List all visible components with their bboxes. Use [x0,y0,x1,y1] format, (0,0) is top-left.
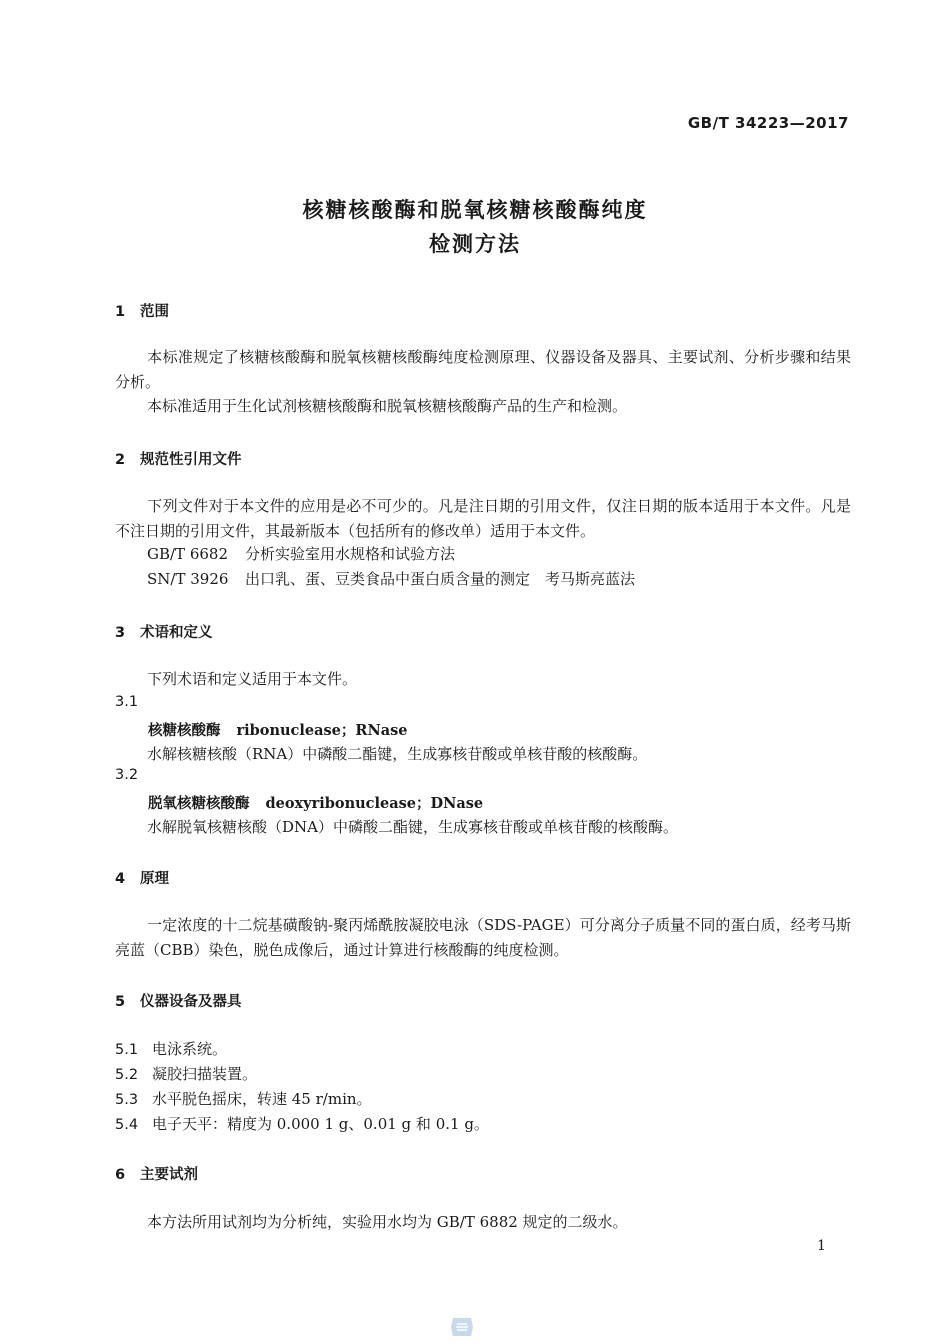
item-text: 电泳系统。 [152,1040,228,1058]
equipment-item [115,1088,372,1109]
section-3-intro: 下列术语和定义适用于本文件。 [147,670,358,688]
section-number: 5 [115,994,126,1010]
section-2-heading [115,448,242,469]
section-3-heading [115,621,213,642]
equipment-item [115,1038,227,1059]
section-6-paragraph-1 [115,1210,851,1235]
reference-code: GB/T 6682 [147,545,229,563]
section-4-heading [115,867,169,888]
document-title-line2: 检测方法 [429,232,521,256]
item-text: 水平脱色摇床，转速 45 r/min。 [152,1090,372,1108]
reference-1 [147,543,455,564]
term-cn: 脱氧核糖核酸酶 [148,796,250,812]
section-title: 仪器设备及器具 [140,994,242,1010]
item-number: 5.2 [115,1067,139,1083]
section-1-heading [115,300,169,321]
reference-title: 出口乳、蛋、豆类食品中蛋白质含量的测定 考马斯亮蓝法 [245,570,636,588]
reference-code: SN/T 3926 [147,570,229,588]
paragraph-text: 本方法所用试剂均为分析纯，实验用水均为 GB/T 6882 规定的二级水。 [147,1213,628,1231]
document-title-line1: 核糖核酸酶和脱氧核糖核酸酶纯度 [302,198,648,222]
section-1-paragraph-2 [115,394,851,419]
reference-2 [147,568,635,589]
section-6-heading [115,1163,198,1184]
term-en: ribonuclease；RNase [236,722,408,739]
paragraph-text: 一定浓度的十二烷基磺酸钠-聚丙烯酰胺凝胶电泳（SDS-PAGE）可分离分子质量不同的蛋白质，经考马斯亮蓝（CBB）染色，脱色成像后，通过计算进行核酸酶的纯度检测。 [115,916,851,959]
term-3-1-number: 3.1 [115,694,139,710]
item-number: 5.4 [115,1117,139,1133]
section-2-paragraph-1 [115,494,851,543]
item-number: 5.1 [115,1042,139,1058]
paragraph-text: 下列文件对于本文件的应用是必不可少的。凡是注日期的引用文件，仅注日期的版本适用于本文件。凡是不注日期的引用文件，其最新版本（包括所有的修改单）适用于本文件。 [115,497,851,540]
section-title: 规范性引用文件 [140,452,242,468]
section-title: 范围 [140,304,169,320]
section-4-paragraph-1 [115,913,851,962]
section-number: 2 [115,452,126,468]
term-3-2-number: 3.2 [115,767,139,783]
reference-title: 分析实验室用水规格和试验方法 [245,545,456,563]
section-number: 6 [115,1167,126,1183]
section-title: 术语和定义 [140,625,213,641]
term-3-2-heading [148,792,483,813]
publisher-logo-icon [449,1316,475,1342]
item-text: 凝胶扫描装置。 [152,1065,258,1083]
section-number: 4 [115,871,126,887]
item-text: 电子天平：精度为 0.000 1 g、0.01 g 和 0.1 g。 [152,1115,489,1133]
equipment-item [115,1063,257,1084]
section-title: 原理 [140,871,169,887]
term-en: deoxyribonuclease；DNase [265,795,484,812]
standard-code: GB/T 34223—2017 [687,114,849,132]
term-3-2-definition: 水解脱氧核糖核酸（DNA）中磷酸二酯键，生成寡核苷酸或单核苷酸的核酸酶。 [147,818,678,836]
paragraph-text: 本标准规定了核糖核酸酶和脱氧核糖核酸酶纯度检测原理、仪器设备及器具、主要试剂、分析步骤和结果分析。 [115,348,851,391]
page-number: 1 [817,1238,826,1254]
section-number: 3 [115,625,126,641]
paragraph-text: 本标准适用于生化试剂核糖核酸酶和脱氧核糖核酸酶产品的生产和检测。 [147,397,628,415]
equipment-item [115,1113,489,1134]
section-title: 主要试剂 [140,1167,198,1183]
term-3-1-definition: 水解核糖核酸（RNA）中磷酸二酯键，生成寡核苷酸或单核苷酸的核酸酶。 [147,745,648,763]
section-5-heading [115,990,242,1011]
section-1-paragraph-1 [115,345,851,394]
term-3-1-heading [148,719,407,740]
section-number: 1 [115,304,126,320]
item-number: 5.3 [115,1092,139,1108]
term-cn: 核糖核酸酶 [148,723,221,739]
